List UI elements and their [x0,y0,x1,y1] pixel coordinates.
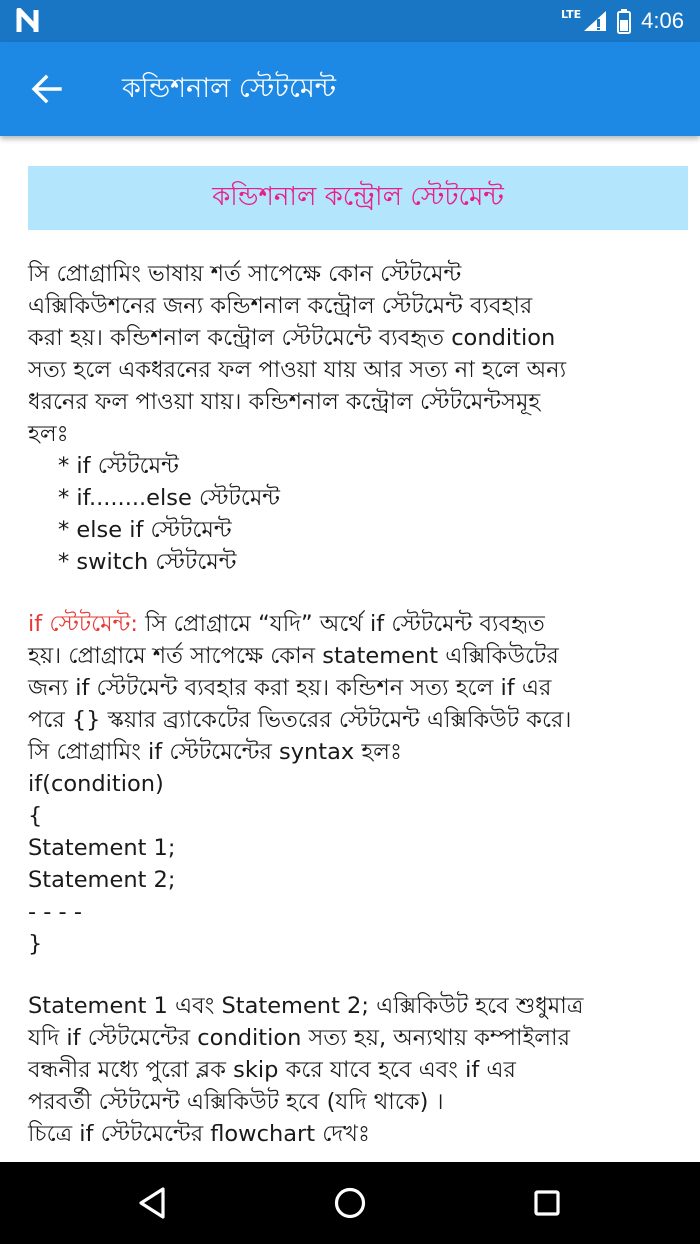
explanation-line: পরবর্তী স্টেটমেন্ট এক্সিকিউট হবে (যদি থাকে) । [28,1089,444,1115]
recents-square-icon[interactable] [522,1178,572,1228]
notification-n-icon [16,8,44,34]
intro-line: ধরনের ফল পাওয়া যায়। কন্ডিশনাল কন্ট্রোল স্টেটমেন্টসমূহ [28,389,541,415]
section-heading: কন্ডিশনাল কন্ট্রোল স্টেটমেন্ট [212,182,504,212]
code-line: { [28,803,43,829]
code-line: } [28,931,43,957]
code-line: if(condition) [28,771,164,797]
if-description-line: পরে {} স্কয়ার ব্র্যাকেটের ভিতরের স্টেটমেন্ট এক্সিকিউট করে। [28,707,572,733]
bullet-item: * if স্টেটমেন্ট [58,453,179,479]
back-arrow-icon[interactable] [24,66,70,112]
intro-line: সি প্রোগ্রামিং ভাষায় শর্ত সাপেক্ষে কোন স্টেটমেন্ট [28,261,462,287]
page-title: কন্ডিশনাল স্টেটমেন্ট [122,73,337,104]
if-description-line: হয়। প্রোগ্রামে শর্ত সাপেক্ষে কোন statement এক্সিকিউটের [28,643,559,669]
home-circle-icon[interactable] [325,1178,375,1228]
network-type: LTE [560,7,582,21]
if-description-line: জন্য if স্টেটমেন্ট ব্যবহার করা হয়। কন্ডিশন সত্য হলে if এর [28,675,552,701]
explanation-line: চিত্রে if স্টেটমেন্টের flowchart দেখঃ [28,1121,370,1147]
content-scroll-area[interactable] [0,136,700,1162]
bullet-item: * if........else স্টেটমেন্ট [58,485,281,511]
intro-line: করা হয়। কন্ডিশনাল কন্ট্রোল স্টেটমেন্টে ব্যবহৃত condition [28,325,556,351]
if-description-line: সি প্রোগ্রামিং if স্টেটমেন্টের syntax হলঃ [28,739,402,765]
code-line: Statement 2; [28,867,176,893]
if-statement-label: if স্টেটমেন্ট: [28,611,138,637]
bullet-item: * else if স্টেটমেন্ট [58,517,232,543]
code-line: Statement 1; [28,835,176,861]
explanation-line: বন্ধনীর মধ্যে পুরো ব্লক skip করে যাবে হবে এবং if এর [28,1057,516,1083]
app-bar [0,42,700,136]
code-line: - - - - [28,899,82,925]
if-statement-first-line [28,608,676,640]
back-triangle-icon[interactable] [128,1178,178,1228]
if-statement-text: সি প্রোগ্রামে “যদি” অর্থে if স্টেটমেন্ট ব্যবহৃত [137,611,545,637]
status-bar [0,0,700,42]
paragraph-gap [28,960,676,990]
intro-line: হলঃ [28,421,69,447]
intro-line: এক্সিকিউশনের জন্য কন্ডিশনাল কন্ট্রোল স্টেটমেন্ট ব্যবহার [28,293,533,319]
explanation-line: যদি if স্টেটমেন্টের condition সত্য হয়, অন্যথায় কম্পাইলার [28,1025,570,1051]
status-indicators [561,0,684,42]
status-time: 4:06 [641,8,684,33]
explanation-line: Statement 1 এবং Statement 2; এক্সিকিউট হবে শুধুমাত্র [28,993,584,1019]
battery-icon [617,8,631,34]
bullet-item: * switch স্টেটমেন্ট [58,549,237,575]
article-body [28,258,676,1150]
section-heading-box [28,166,688,230]
navigation-bar [0,1162,700,1244]
intro-line: সত্য হলে একধরনের ফল পাওয়া যায় আর সত্য না হলে অন্য [28,357,567,383]
signal-icon [583,10,607,32]
paragraph-gap [28,578,676,608]
